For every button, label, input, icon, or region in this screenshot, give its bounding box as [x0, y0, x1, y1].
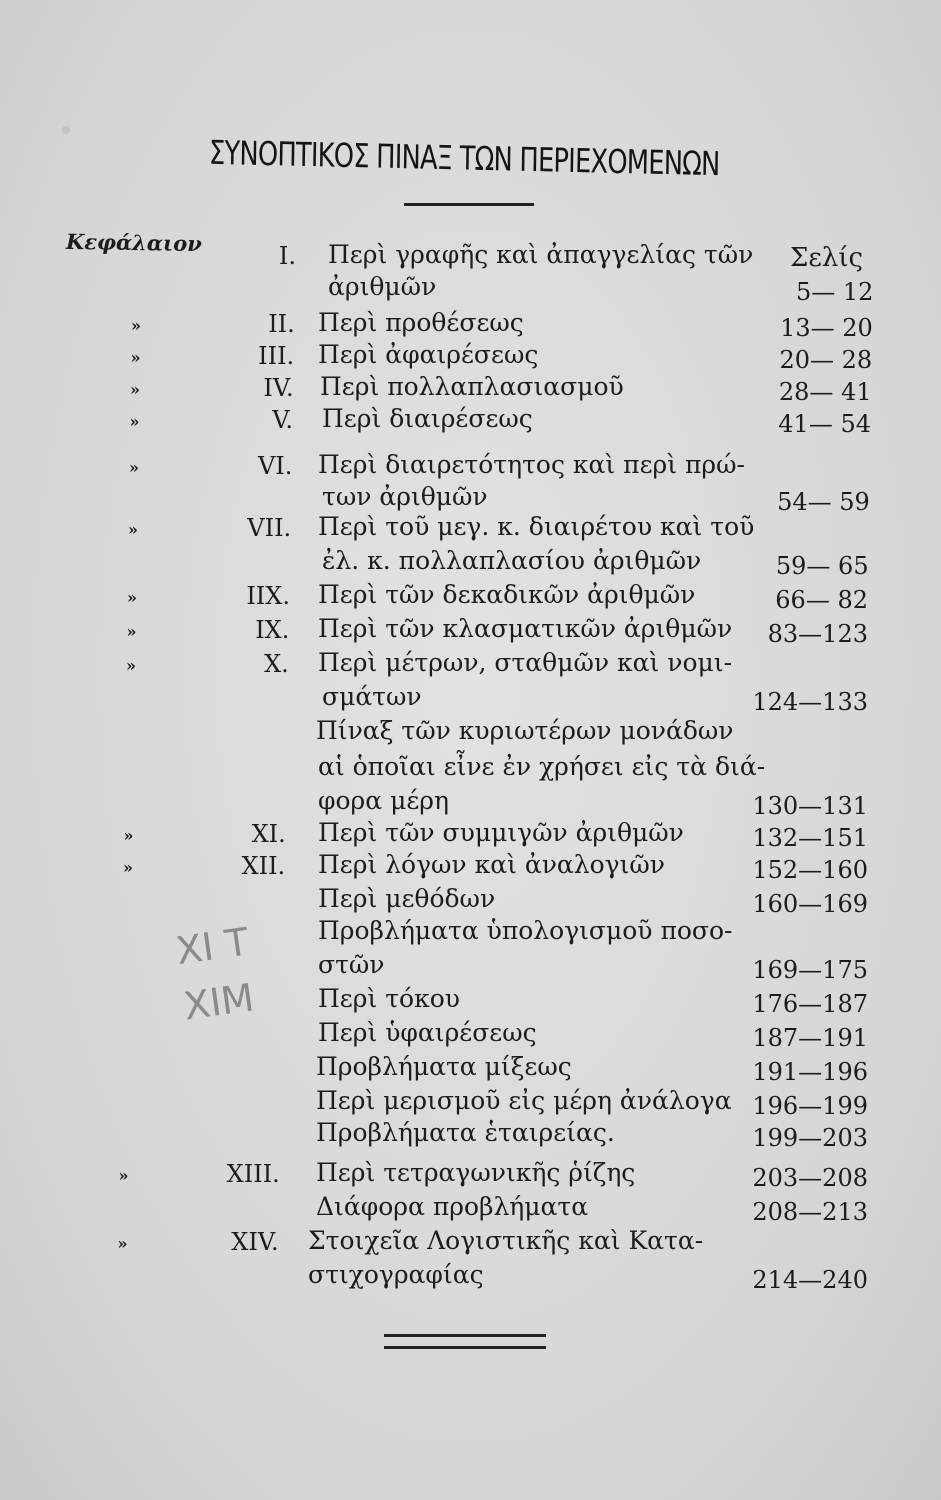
row-mark: » [127, 588, 137, 607]
row-mark: » [126, 622, 137, 641]
chapter-number: IV. [263, 374, 294, 402]
entry-title: Περὶ τῶν κλασματικῶν ἀριθμῶν [318, 614, 733, 643]
handwritten-line-2: ΧΙΜ [181, 975, 257, 1029]
page-range: 20— 28 [779, 346, 873, 374]
pages-header: Σελίς [790, 243, 864, 273]
page-range: 54— 59 [777, 488, 870, 516]
row-mark: » [129, 412, 140, 431]
page-range: 199—203 [752, 1124, 868, 1152]
page-range: 176—187 [752, 990, 868, 1018]
entry-title: σμάτων [322, 682, 422, 711]
entry-title: αἱ ὁποῖαι εἶνε ἐν χρήσει εἰς τὰ διά- [318, 752, 766, 781]
page-range: 130—131 [752, 792, 868, 820]
handwritten-line-1: ΧΙ Τ [173, 919, 252, 974]
page-range: 152—160 [752, 856, 868, 884]
handwritten-note [173, 913, 260, 1034]
page-range: 208—213 [752, 1198, 868, 1226]
page-range: 5— 12 [795, 278, 874, 306]
chapter-number: VII. [247, 514, 292, 542]
row-mark: » [128, 520, 138, 539]
chapter-label: Κεφάλαιον [65, 228, 203, 257]
entry-title: Περὶ διαιρετότητος καὶ περὶ πρώ- [318, 450, 745, 479]
entry-title: Περὶ τοῦ μεγ. κ. διαιρέτου καὶ τοῦ [318, 512, 755, 541]
closing-rule-top [384, 1334, 546, 1337]
row-mark: » [126, 656, 136, 675]
entry-title: Περὶ ἀφαιρέσεως [318, 340, 539, 369]
chapter-number: IIX. [246, 582, 290, 610]
page-range: 83—123 [767, 620, 868, 648]
row-mark: » [123, 858, 133, 877]
entry-title: ἀριθμῶν [328, 272, 437, 301]
entry-title: Προβλήματα ὑπολογισμοῦ ποσο- [318, 916, 733, 945]
entry-title: Περὶ τῶν δεκαδικῶν ἀριθμῶν [318, 580, 696, 609]
chapter-number: XI. [251, 820, 286, 848]
page-range: 191—196 [752, 1058, 868, 1086]
chapter-number: V. [272, 406, 293, 434]
page-range: 13— 20 [780, 314, 873, 342]
chapter-number: X. [264, 650, 289, 678]
row-mark: » [130, 348, 141, 367]
chapter-number: XIII. [226, 1160, 280, 1188]
page-range: 124—133 [752, 688, 868, 716]
entry-title: Περὶ διαιρέσεως [322, 404, 533, 433]
entry-title: Περὶ πολλαπλασιασμοῦ [320, 372, 624, 401]
page-title: ΣΥΝΟΠΤΙΚΟΣ ΠΙΝΑΞ ΤΩΝ ΠΕΡΙΕΧΟΜΕΝΩΝ [208, 132, 720, 184]
page-range: 160—169 [752, 890, 868, 918]
entry-title: στιχογραφίας [308, 1260, 484, 1289]
page-range: 59— 65 [775, 552, 869, 580]
entry-title: Πίναξ τῶν κυριωτέρων μονάδων [316, 716, 734, 745]
row-mark: » [129, 458, 139, 477]
row-mark: » [123, 826, 134, 845]
page-range: 41— 54 [778, 410, 871, 438]
entry-title: Περὶ τόκου [318, 984, 460, 1013]
entry-title: των ἀριθμῶν [322, 482, 488, 511]
page-range: 203—208 [752, 1164, 868, 1192]
page-range: 28— 41 [778, 378, 872, 406]
chapter-number: XII. [241, 852, 286, 880]
page-range: 132—151 [752, 824, 868, 852]
entry-title: Στοιχεῖα Λογιστικῆς καὶ Κατα- [308, 1226, 704, 1255]
chapter-number: VI. [257, 452, 293, 480]
closing-rule-bottom [384, 1346, 546, 1349]
row-mark: » [118, 1166, 129, 1185]
page-range: 214—240 [752, 1266, 868, 1294]
row-mark: » [130, 380, 140, 399]
entry-title: Περὶ ὑφαιρέσεως [318, 1018, 537, 1047]
chapter-number: XIV. [231, 1228, 279, 1256]
entry-title: Περὶ τῶν συμμιγῶν ἀριθμῶν [318, 818, 684, 847]
entry-title: Διάφορα προβλήματα [316, 1192, 589, 1221]
page-range: 187—191 [752, 1024, 868, 1052]
entry-title: Περὶ μεθόδων [318, 884, 496, 913]
entry-title: Προβλήματα μίξεως [316, 1052, 572, 1081]
chapter-number: III. [258, 342, 295, 370]
entry-title: στῶν [318, 950, 385, 979]
chapter-number: II. [268, 310, 295, 338]
page-range: 196—199 [752, 1092, 868, 1120]
row-mark: » [131, 316, 141, 335]
page-range: 169—175 [752, 956, 868, 984]
title-underline [404, 203, 534, 206]
paper-speck [62, 126, 70, 134]
page-range: 66— 82 [775, 586, 868, 614]
entry-title: Περὶ προθέσεως [318, 308, 524, 337]
entry-title: Προβλήματα ἑταιρείας. [316, 1118, 615, 1147]
entry-title: ἐλ. κ. πολλαπλασίου ἀριθμῶν [322, 546, 702, 575]
chapter-number: IX. [255, 616, 290, 644]
chapter-number: I. [278, 242, 296, 270]
entry-title: Περὶ λόγων καὶ ἀναλογιῶν [318, 850, 666, 879]
entry-title: Περὶ μέτρων, σταθμῶν καὶ νομι- [318, 648, 733, 677]
entry-title: Περὶ μερισμοῦ εἰς μέρη ἀνάλογα [316, 1086, 732, 1115]
row-mark: » [117, 1234, 128, 1253]
entry-title: φορα μέρη [318, 786, 449, 815]
entry-title: Περὶ τετραγωνικῆς ῥίζης [316, 1158, 636, 1187]
entry-title: Περὶ γραφῆς καὶ ἀπαγγελίας τῶν [328, 240, 754, 269]
